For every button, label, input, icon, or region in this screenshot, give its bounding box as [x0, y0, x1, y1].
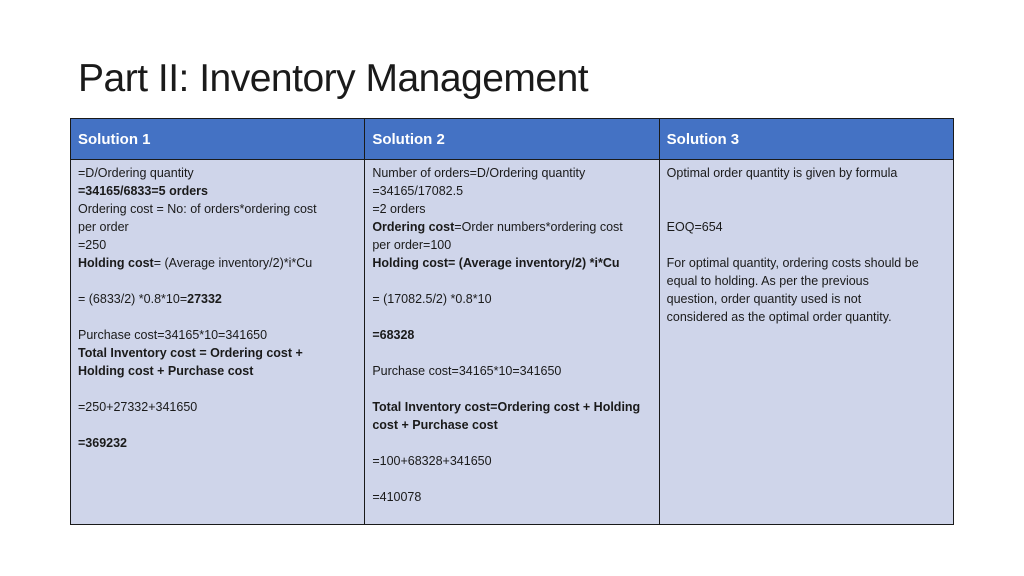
text-segment: Purchase cost=34165*10=341650 — [78, 328, 268, 342]
bold-text-segment: Holding cost + Purchase cost — [78, 364, 254, 378]
text-segment: Optimal order quantity is given by formula — [666, 166, 898, 180]
text-segment: Number of orders=D/Ordering quantity — [372, 166, 586, 180]
text-line — [372, 326, 652, 344]
text-line — [667, 218, 947, 236]
text-line — [372, 452, 652, 470]
text-line — [78, 344, 358, 362]
text-segment: = (6833/2) *0.8*10= — [78, 292, 188, 306]
text-line — [78, 380, 358, 398]
text-segment: = (17082.5/2) *0.8*10 — [372, 292, 492, 306]
text-segment: =34165/17082.5 — [372, 184, 464, 198]
table-body-row — [71, 160, 954, 525]
text-line — [667, 290, 947, 308]
bold-text-segment: Total Inventory cost=Ordering cost + Holding — [372, 400, 641, 414]
text-line — [372, 200, 652, 218]
text-line — [372, 164, 652, 182]
bold-text-segment: Ordering cost — [372, 220, 455, 234]
text-line — [372, 362, 652, 380]
solutions-table — [70, 118, 954, 525]
text-line — [372, 182, 652, 200]
text-line — [372, 254, 652, 272]
text-segment: considered as the optimal order quantity. — [666, 310, 892, 324]
bold-text-segment: =34165/6833=5 orders — [78, 184, 208, 198]
text-line — [667, 308, 947, 326]
text-line — [372, 488, 652, 506]
text-segment: Ordering cost = No: of orders*ordering cost — [78, 202, 317, 216]
bold-text-segment: 27332 — [187, 292, 222, 306]
header-solution-3: Solution 3 — [659, 119, 953, 160]
text-line — [372, 290, 652, 308]
text-line — [78, 416, 358, 434]
text-line — [78, 272, 358, 290]
text-segment: =2 orders — [372, 202, 426, 216]
bold-text-segment: Holding cost — [78, 256, 154, 270]
bold-text-segment: =369232 — [78, 436, 128, 450]
header-solution-2: Solution 2 — [365, 119, 659, 160]
text-segment: For optimal quantity, ordering costs should be — [666, 256, 919, 270]
text-line — [667, 200, 947, 218]
text-line — [667, 182, 947, 200]
text-line — [667, 254, 947, 272]
text-segment: =410078 — [372, 490, 422, 504]
text-line — [372, 434, 652, 452]
text-segment: Purchase cost=34165*10=341650 — [372, 364, 562, 378]
text-segment: equal to holding. As per the previous — [666, 274, 869, 288]
text-line — [372, 308, 652, 326]
text-line — [78, 398, 358, 416]
bold-text-segment: =68328 — [372, 328, 415, 342]
solutions-table-container — [70, 118, 954, 525]
text-segment: =100+68328+341650 — [372, 454, 492, 468]
text-line — [78, 236, 358, 254]
slide-title: Part II: Inventory Management — [78, 57, 589, 100]
text-line — [78, 182, 358, 200]
solution-2-cell — [365, 160, 659, 525]
text-line — [372, 218, 652, 236]
text-segment: =250 — [78, 238, 107, 252]
bold-text-segment: Total Inventory cost = Ordering cost + — [78, 346, 303, 360]
text-line — [372, 380, 652, 398]
text-line — [667, 272, 947, 290]
text-line — [372, 470, 652, 488]
text-line — [667, 236, 947, 254]
text-segment: =Order numbers*ordering cost — [454, 220, 623, 234]
header-solution-1: Solution 1 — [71, 119, 365, 160]
solution-3-cell — [659, 160, 953, 525]
text-line — [78, 326, 358, 344]
bold-text-segment: cost + Purchase cost — [372, 418, 498, 432]
text-segment: per order — [78, 220, 129, 234]
text-segment: =250+27332+341650 — [78, 400, 198, 414]
text-segment: per order=100 — [372, 238, 452, 252]
text-line — [78, 434, 358, 452]
text-segment: = (Average inventory/2)*i*Cu — [153, 256, 313, 270]
text-line — [372, 398, 652, 416]
table-header-row — [71, 119, 954, 160]
text-line — [78, 290, 358, 308]
text-line — [78, 164, 358, 182]
text-segment: question, order quantity used is not — [666, 292, 862, 306]
text-segment: =D/Ordering quantity — [78, 166, 194, 180]
text-segment: EOQ=654 — [666, 220, 723, 234]
text-line — [78, 308, 358, 326]
text-line — [372, 344, 652, 362]
text-line — [667, 164, 947, 182]
solution-1-cell — [71, 160, 365, 525]
text-line — [372, 236, 652, 254]
text-line — [372, 272, 652, 290]
text-line — [372, 416, 652, 434]
text-line — [78, 362, 358, 380]
text-line — [78, 254, 358, 272]
text-line — [78, 200, 358, 218]
text-line — [78, 218, 358, 236]
bold-text-segment: Holding cost= (Average inventory/2) *i*Cu — [372, 256, 620, 270]
